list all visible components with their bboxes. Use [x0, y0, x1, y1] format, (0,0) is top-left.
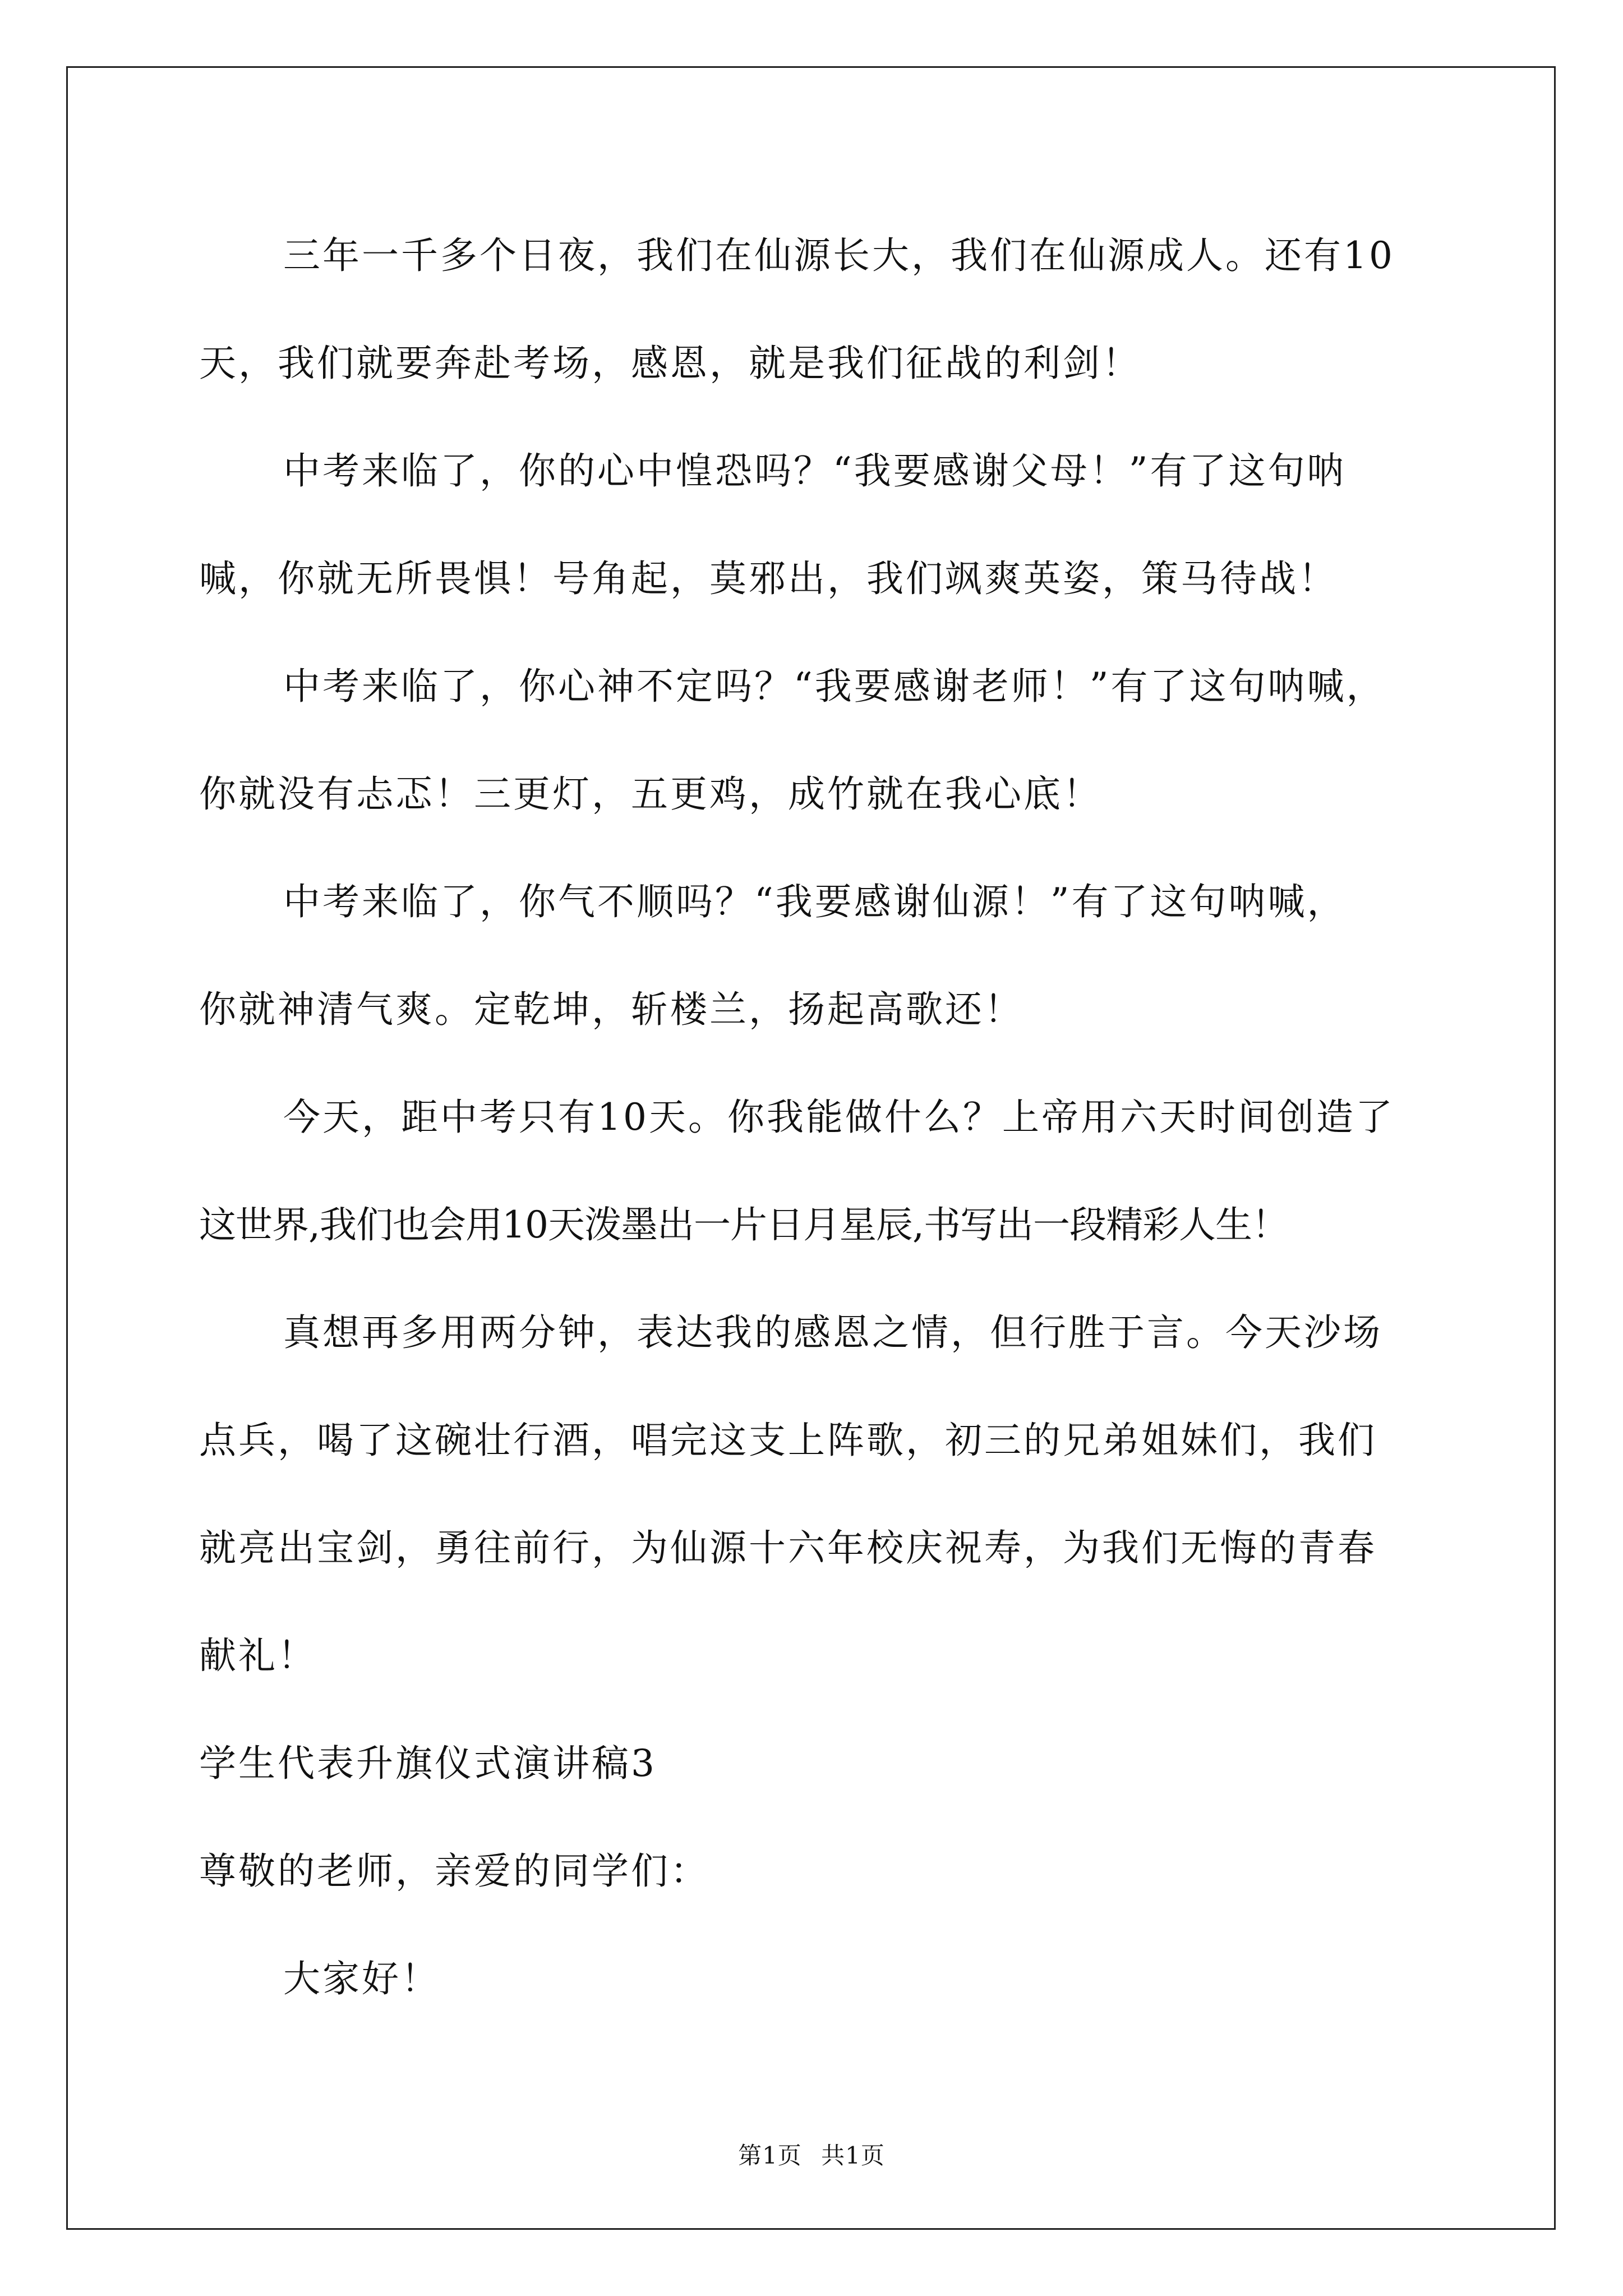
paragraph-line: 点兵，喝了这碗壮行酒，唱完这支上阵歌，初三的兄弟姐妹们，我们 [199, 1419, 1377, 1462]
paragraph-line: 你就没有忐忑！三更灯，五更鸡，成竹就在我心底！ [199, 772, 1102, 816]
salutation: 尊敬的老师，亲爱的同学们： [199, 1849, 709, 1893]
section-heading: 学生代表升旗仪式演讲稿3 [199, 1742, 657, 1785]
page-number: 第1页 [738, 2142, 802, 2169]
paragraph-line: 就亮出宝剑，勇往前行，为仙源十六年校庆祝寿，为我们无悔的青春 [199, 1526, 1377, 1570]
paragraph-line: 中考来临了，你的心中惶恐吗？“我要感谢父母！”有了这句呐 [283, 449, 1347, 493]
paragraph-line: 中考来临了，你心神不定吗？“我要感谢老师！”有了这句呐喊， [283, 665, 1386, 708]
document-body [199, 202, 1467, 2033]
paragraph-line: 真想再多用两分钟，表达我的感恩之情，但行胜于言。今天沙场 [283, 1311, 1382, 1354]
page-footer [0, 2137, 1623, 2171]
page-total: 共1页 [821, 2142, 885, 2169]
greeting: 大家好！ [283, 1957, 440, 2000]
paragraph-line: 中考来临了，你气不顺吗？“我要感谢仙源！”有了这句呐喊， [283, 880, 1347, 923]
paragraph-line: 你就神清气爽。定乾坤，斩楼兰，扬起高歌还！ [199, 988, 1023, 1031]
paragraph-line: 今天，距中考只有10天。你我能做什么？上帝用六天时间创造了 [283, 1096, 1395, 1139]
paragraph-line: 这世界,我们也会用10天泼墨出一片日月星辰,书写出一段精彩人生！ [199, 1203, 1288, 1246]
paragraph-line: 喊，你就无所畏惧！号角起，莫邪出，我们飒爽英姿，策马待战！ [199, 557, 1338, 600]
paragraph-line: 三年一千多个日夜，我们在仙源长大，我们在仙源成人。还有10 [283, 234, 1395, 277]
paragraph-line: 献礼！ [199, 1634, 317, 1677]
paragraph-line: 天，我们就要奔赴考场，感恩，就是我们征战的利剑！ [199, 342, 1141, 385]
